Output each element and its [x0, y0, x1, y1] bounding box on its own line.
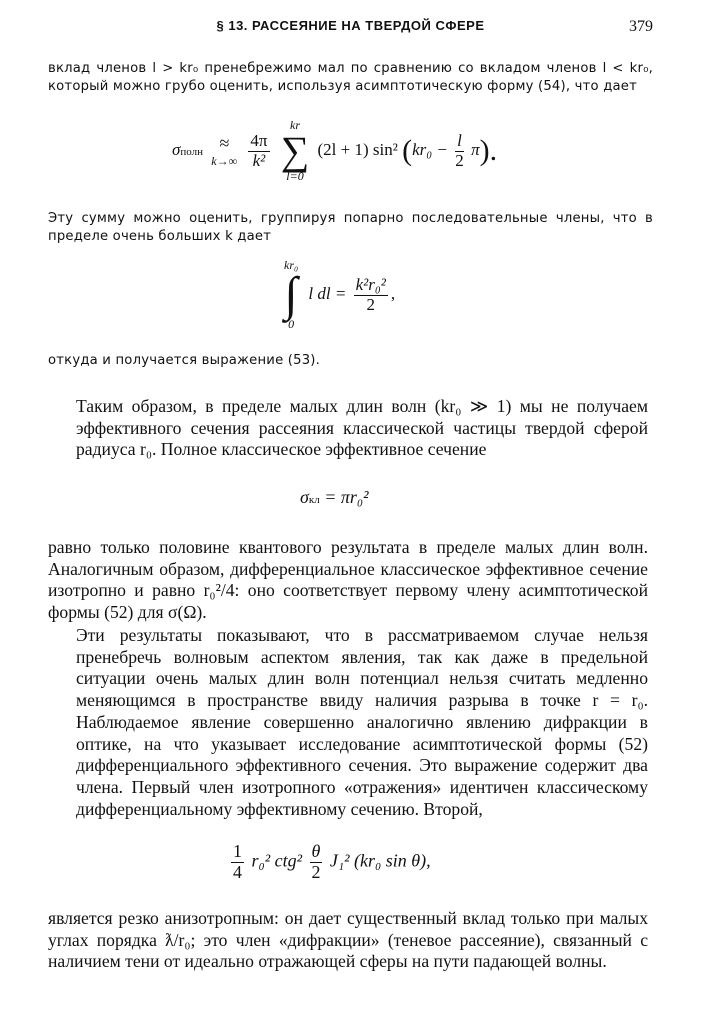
main-paragraph-3: Эти результаты показывают, что в рассматриваемом случае нельзя пренебречь волновым аспектом явления, так как даже в предельной ситуации очень малых длин волн потенциал нельзя считать медленно меняющимся в пространстве ввиду наличия разрыва в точке r = r₀. Наблюдаемое явление совершенно аналогично явлению дифракции в оптике, на что указывает исследование асимптотической формы (52) дифференциального эффективного сечения. Это выражение содержит два члена. Первый член изотропного «отражения» идентичен классическому дифференциальному эффективному сечению. Второй, — [76, 625, 648, 819]
eq2-trail: , — [390, 283, 396, 303]
small-paragraph-1: вклад членов l > kr₀ пренебрежимо мал по сравнению со вкладом членов l < kr₀, который можно грубо оценить, используя асимптотическую форму (54), что дает — [48, 61, 653, 94]
eq1-paren-a: kr₀ − — [412, 139, 448, 159]
eq4-tden: 2 — [311, 861, 321, 882]
eq1-fraction — [248, 132, 269, 170]
eq2-num: k²r₀² — [355, 274, 386, 294]
eq4-a: r₀² ctg² — [251, 850, 303, 871]
eq4-num: 1 — [233, 841, 242, 861]
eq1-approx-limit — [211, 133, 237, 169]
eq1-sum-upper: kr — [290, 118, 300, 132]
eq1-sigma-sub: полн — [180, 145, 204, 158]
eq1-limit: k→∞ — [211, 154, 238, 168]
eq1-inner-num: l — [457, 130, 462, 150]
main-paragraph-2: равно только половине квантового результата в пределе малых длин волн. Аналогичным образом, дифференциальное классическое эффективное сечение изотропно и равно r₀²/4: оно соответствует первому члену асимптотической формы (52) для σ(Ω). — [48, 537, 648, 623]
running-header — [48, 18, 653, 40]
equation-sigma-classical — [300, 487, 369, 508]
eq4-fraction — [231, 842, 244, 883]
eq2-int-upper: kr₀ — [284, 258, 299, 272]
integral-sign-icon: ∫ — [284, 268, 298, 321]
eq1-sigma: σ — [172, 139, 181, 159]
equation-integral — [284, 258, 395, 332]
eq2-int-lower: 0 — [288, 317, 295, 331]
eq1-inner-fraction — [455, 132, 464, 170]
eq3-sub: кл — [308, 494, 320, 506]
eq1-approx: ≈ — [219, 133, 230, 153]
eq4-b: J₁² (kr₀ sin θ), — [329, 850, 431, 871]
eq1-inner-den: 2 — [455, 150, 464, 170]
eq4-den: 4 — [233, 861, 242, 882]
equation-diffraction-term — [228, 842, 431, 883]
main-paragraph-1: Таким образом, в пределе малых длин волн (kr₀ ≫ 1) мы не получаем эффективного сечения рассеяния классической частицы твердой сферой радиуса r₀. Полное классическое эффективное сечение — [76, 396, 648, 460]
eq1-close: ). — [479, 134, 498, 167]
eq1-paren-b: π — [471, 139, 480, 159]
eq1-sum-lower: l=0 — [286, 169, 304, 183]
small-paragraph-2: Эту сумму можно оценить, группируя попарно последовательные члены, что в пределе очень больших k дает — [48, 211, 653, 244]
left-paren-icon: ( — [402, 134, 413, 167]
chapter-section-title: § 13. РАССЕЯНИЕ НА ТВЕРДОЙ СФЕРЕ — [216, 18, 485, 33]
page-number: 379 — [629, 18, 653, 35]
small-paragraph-3: откуда и получается выражение (53). — [48, 353, 321, 368]
eq1-body: (2l + 1) sin² — [317, 139, 398, 159]
eq4-tnum: θ — [311, 841, 321, 861]
eq1-frac-den: k² — [252, 150, 266, 170]
eq2-integral — [284, 258, 298, 332]
equation-sigma-total — [172, 118, 497, 184]
eq2-fraction — [354, 276, 388, 314]
eq2-den: 2 — [366, 294, 375, 314]
eq3-rhs: = πr₀² — [324, 487, 369, 507]
eq4-theta-fraction — [310, 842, 323, 883]
eq1-frac-num: 4π — [250, 130, 268, 150]
eq2-integrand: l dl = — [308, 283, 347, 303]
eq1-sum — [281, 118, 310, 184]
eq3-sigma: σ — [300, 487, 309, 507]
main-paragraph-4: является резко анизотропным: он дает существенный вклад только при малых углах порядка ƛ/r₀; это член «дифракции» (теневое рассеяние), связанный с наличием тени от идеально отражающей сферы на пути падающей волны. — [48, 908, 648, 972]
sum-sign-icon: ∑ — [280, 128, 310, 173]
